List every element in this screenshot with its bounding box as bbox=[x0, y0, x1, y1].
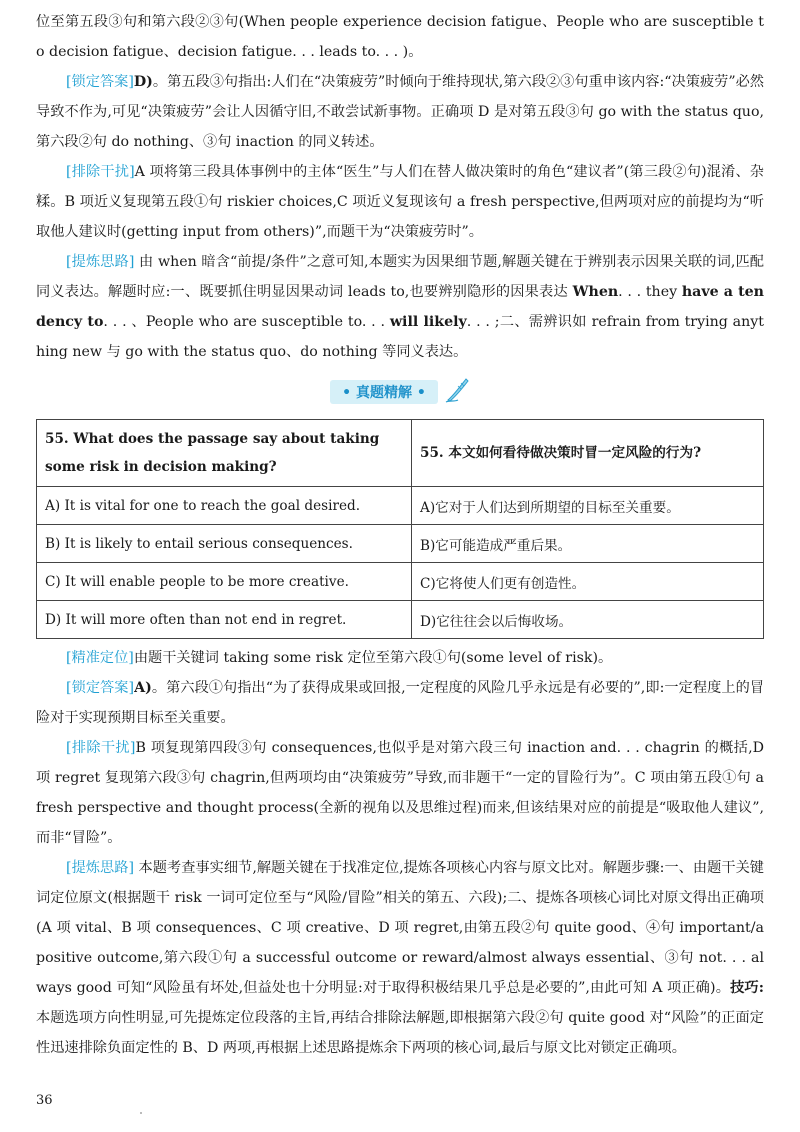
option-c-zh: C)它将使人们更有创造性。 bbox=[412, 563, 764, 601]
exclude-text: B 项复现第四段③句 consequences,也似乎是对第六段三句 inaction and. . . chagrin 的概括,D 项 regret 复现第六段③句 chagrin,但两项均由“决策疲劳”导致,而非题干“一定的冒险行为”。C 项由第五段①句 a fresh perspective and thought process(全新的视角以及思维过程)而来,但该结果对应的前提是“吸取他人建议”,而非“冒险”。 bbox=[36, 740, 764, 846]
intro-line bbox=[36, 7, 764, 67]
option-c-en: C) It will enable people to be more creative. bbox=[37, 563, 412, 601]
page-number: 36 bbox=[36, 1093, 53, 1108]
lock-answer-tag: [锁定答案] bbox=[66, 680, 135, 696]
question-zh: 55. 本文如何看待做决策时冒一定风险的行为? bbox=[412, 420, 764, 487]
section-banner bbox=[36, 373, 764, 411]
q55-lock-answer bbox=[36, 673, 764, 733]
decorative-dot bbox=[140, 1112, 142, 1114]
think-text-3: . . . 、People who are susceptible to. . . bbox=[103, 314, 390, 330]
think-bold-3: will likely bbox=[389, 314, 467, 330]
option-row-a bbox=[37, 487, 764, 525]
q54-exclude-distractors bbox=[36, 157, 764, 247]
option-row-b bbox=[37, 525, 764, 563]
tip-label: 技巧: bbox=[730, 980, 764, 996]
exclude-tag: [排除干扰] bbox=[66, 740, 136, 756]
lock-answer-text: 。第五段③句指出:人们在“决策疲劳”时倾向于维持现状,第六段②③句重申该内容:“决策疲劳”必然导致不作为,可见“决策疲劳”会让人因循守旧,不敢尝试新事物。正确项 D 是对第五段③句 go with the status quo,第六段②句 do nothing、③句 inaction 的同义转述。 bbox=[36, 74, 764, 150]
locate-tag: [精准定位] bbox=[66, 650, 134, 666]
think-text-4: . . . ;二、需辨识如 refrain from trying anything new 与 go with the status quo、do nothing 等同义表达。 bbox=[36, 314, 764, 360]
answer-letter: A) bbox=[134, 680, 152, 696]
option-b-zh: B)它可能造成严重后果。 bbox=[412, 525, 764, 563]
option-b-en: B) It is likely to entail serious consequences. bbox=[37, 525, 412, 563]
option-row-d bbox=[37, 601, 764, 639]
q55-refine-thinking bbox=[36, 853, 764, 1063]
question-row bbox=[37, 420, 764, 487]
think-text-2: . . . they bbox=[618, 284, 682, 300]
option-a-en: A) It is vital for one to reach the goal desired. bbox=[37, 487, 412, 525]
locate-text: 由题干关键词 taking some risk 定位至第六段①句(some level of risk)。 bbox=[133, 650, 613, 666]
content bbox=[36, 0, 764, 1063]
banner-label: • 真题精解 • bbox=[330, 380, 438, 404]
think-bold-2: have a tendency to bbox=[36, 284, 764, 330]
q54-refine-thinking bbox=[36, 247, 764, 367]
think-bold-1: When bbox=[572, 284, 619, 300]
q54-lock-answer bbox=[36, 67, 764, 157]
pen-icon bbox=[444, 376, 470, 408]
think-tag: [提炼思路] bbox=[66, 254, 135, 270]
lock-answer-tag: [锁定答案] bbox=[66, 74, 134, 90]
option-a-zh: A)它对于人们达到所期望的目标至关重要。 bbox=[412, 487, 764, 525]
intro-text: 位至第五段③句和第六段②③句(When people experience decision fatigue、People who are susceptible to decision fatigue、decision fatigue. . . leads to. . . )。 bbox=[36, 14, 764, 60]
lock-answer-text: 。第六段①句指出“为了获得成果或回报,一定程度的风险几乎永远是有必要的”,即:一定程度上的冒险对于实现预期目标至关重要。 bbox=[36, 680, 765, 726]
think-text-1: 本题考查事实细节,解题关键在于找准定位,提炼各项核心内容与原文比对。解题步骤:一、由题干关键词定位原文(根据题干 risk 一词可定位至与“风险/冒险”相关的第五、六段);二、提炼各项核心词比对原文得出正确项(A 项 vital、B 项 consequences、C 项 creative、D 项 regret,由第五段②句 quite good、④句 important/a positive outcome,第六段①句 a successful outcome or reward/almost always essential、③句 not. . . always good 可知“风险虽有坏处,但益处也十分明显:对于取得积极结果几乎总是必要的”,由此可知 A 项正确)。 bbox=[36, 860, 764, 996]
question-en: 55. What does the passage say about taking some risk in decision making? bbox=[37, 420, 412, 487]
option-d-en: D) It will more often than not end in regret. bbox=[37, 601, 412, 639]
question-table bbox=[36, 419, 764, 639]
option-d-zh: D)它往往会以后悔收场。 bbox=[412, 601, 764, 639]
exclude-tag: [排除干扰] bbox=[66, 164, 135, 180]
answer-letter: D) bbox=[133, 74, 153, 90]
exclude-text: A 项将第三段具体事例中的主体“医生”与人们在替人做决策时的角色“建议者”(第三段②句)混淆、杂糅。B 项近义复现第五段①句 riskier choices,C 项近义复现该句 a fresh perspective,但两项对应的前提均为“听取他人建议时(getting input from others)”,而题干为“决策疲劳时”。 bbox=[36, 164, 764, 240]
q55-analysis bbox=[36, 643, 764, 1063]
think-text-2: 本题选项方向性明显,可先提炼定位段落的主旨,再结合排除法解题,即根据第六段②句 quite good 对“风险”的正面定性迅速排除负面定性的 B、D 两项,再根据上述思路提炼余下两项的核心词,最后与原文比对锁定正确项。 bbox=[36, 1010, 764, 1056]
q55-precise-locate bbox=[36, 643, 764, 673]
think-text-1: 由 when 暗含“前提/条件”之意可知,本题实为因果细节题,解题关键在于辨别表示因果关联的词,匹配同义表达。解题时应:一、既要抓住明显因果动词 leads to,也要辨别隐形的因果表达 bbox=[36, 254, 764, 300]
think-tag: [提炼思路] bbox=[66, 860, 134, 876]
q55-exclude-distractors bbox=[36, 733, 764, 853]
option-row-c bbox=[37, 563, 764, 601]
